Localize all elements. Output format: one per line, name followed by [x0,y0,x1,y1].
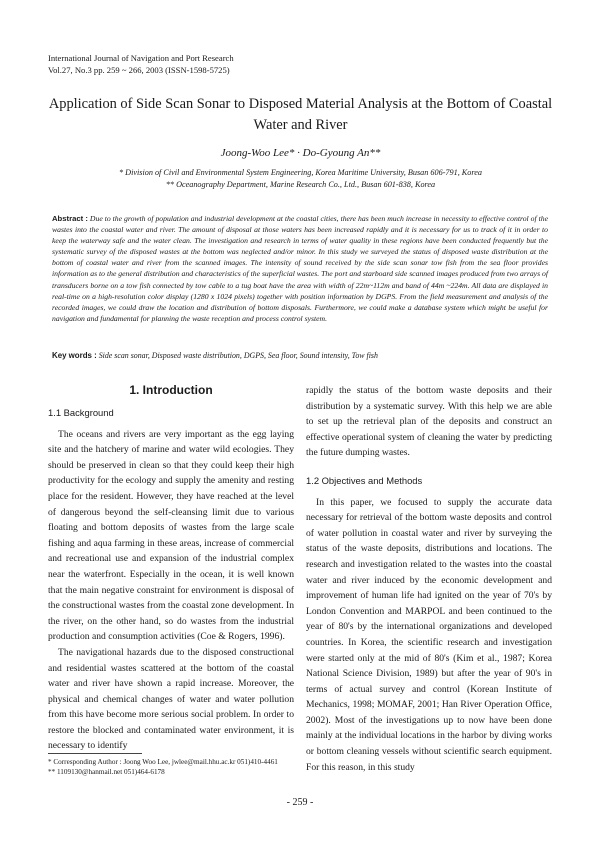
authors: Joong-Woo Lee* · Do-Gyoung An** [220,147,381,159]
right-column [306,383,552,775]
footnote-1: * Corresponding Author : Joong Woo Lee, jwlee@mail.hhu.ac.kr 051)410-4461 [48,758,278,766]
keywords-label: Key words : [52,351,97,360]
affiliation-1: * Division of Civil and Environmental System Engineering, Korea Maritime University, Busan 606-791, Korea [119,168,482,177]
footnote-2: ** 1109130@hanmail.net 051)464-6178 [48,768,165,776]
paragraph: The oceans and rivers are very important as the egg laying site and the hatchery of marine and water wild ecologies. They should be preserved in clean so that they could keep their high productivity for the ecology and supply the amenity and resting place for the resident. However, they have reached at the level of dangerous beyond the self-cleansing limit due to various floating and bottom deposits of wastes from the large scale fishing and aqua farming in these areas, increase of commercial and recreational use and expansion of the industrial complex near the waterfront. Especially in the ocean, it is well known that the main negative constraint for environment is disposal of the constructional wastes from the coastal zone development. In the river, on the other hand, so do wastes from the industrial production and consumption activities (Coe & Rogers, 1996). [48,428,294,643]
journal-volume: Vol.27, No.3 pp. 259 ~ 266, 2003 (ISSN-1598-5725) [48,65,230,75]
abstract-label: Abstract : [52,214,88,223]
journal-name: International Journal of Navigation and Port Research [48,53,234,63]
abstract-text: Due to the growth of population and industrial development at the coastal cities, there has been much increase in necessity to effective control of the wastes into the coastal water and river. The amount of disposal at those waters has been increased rapidly and it is necessary for us to track of it in order to keep the waterway safe and the water clean. The investigation and research in terms of water quality in these regions have been conducted frequently but the systematic survey of the disposed wastes at the bottom was neglected and/or minor. In this study we surveyed the status of disposed waste distribution at the bottom of coastal water and river from the scanned images. The intensity of sound received by the side scan sonar tow fish from the sea floor provides information as to the general distribution and characteristics of the superficial wastes. The port and starboard side scanned images produced from two arrays of transducers borne on a tow fish connected by tow cable to a tug boat have the area with width of 22m~112m and band of 44m ~224m. All data are displayed in real-time on a high-resolution color display (1280 x 1024 pixels) together with position information by DGPS. From the field measurement and analysis of the recorded images, we could draw the location and distribution of bottom disposals. Furthermore, we could make a database system which might be useful for navigation and fundamental for planning the waste reception and process control system. [52,214,549,323]
keywords-text: Side scan sonar, Disposed waste distribution, DGPS, Sea floor, Sound intensity, Tow fish [98,351,378,360]
paragraph: In this paper, we focused to supply the accurate data necessary for retrieval of the bottom waste deposits and control of water pollution in coastal water and river by surveying the status of the waste deposits, distributions and locations. The research and investigation related to the wastes into the coastal water and river induced by the economic development and improvement of human life had ignited on the year of 70's by London Convention and MARPOL and been continued to the year of 80's by the international organizations and developed countries. In Korea, the scientific research and investigation were started only at the mid of 80's (Kim et al., 1987; Korea National Science Division, 1989) but after the year of 90's in terms of actual survey and control (Korean Institute of Mechanics, 1998; MOMAF, 2001; Han River Operation Office, 2002). Most of the investigations up to now have been done mainly at the individual locations in the harbor by diving works or bottom cleaning vessels without scientific search equipment. For this reason, in this study [306,496,552,773]
section-title: 1. Introduction [129,383,213,397]
affiliation-2: ** Oceanography Department, Marine Research Co., Ltd., Busan 601-838, Korea [165,180,436,189]
paragraph: rapidly the status of the bottom waste deposits and their distribution by a systematic survey. With this help we are able to set up the retrieval plan of the deposits and construct an effective operational system of cleaning the water by predicting the future dumping wastes. [306,385,552,459]
footnote-rule [48,753,142,754]
abstract [52,213,548,324]
affiliations [48,167,553,191]
keywords [52,351,548,360]
subsection-title-objectives: 1.2 Objectives and Methods [306,474,423,486]
left-column [48,405,294,754]
footnotes [48,757,278,777]
subsection-title-background: 1.1 Background [48,407,114,418]
paragraph: The navigational hazards due to the disposed constructional and residential wastes scattered at the bottom of the coastal water and river have shown a rapid increase. Moreover, the physical and chemical changes of water and water pollution from this have become more serious social problem. In order to restore the blocked and contaminated water environment, it is necessary to identify [48,646,294,752]
journal-header [48,52,234,76]
page-number: - 259 - [286,797,314,808]
paper-title: Application of Side Scan Sonar to Disposed Material Analysis at the Bottom of Coastal Water and River [48,96,553,133]
